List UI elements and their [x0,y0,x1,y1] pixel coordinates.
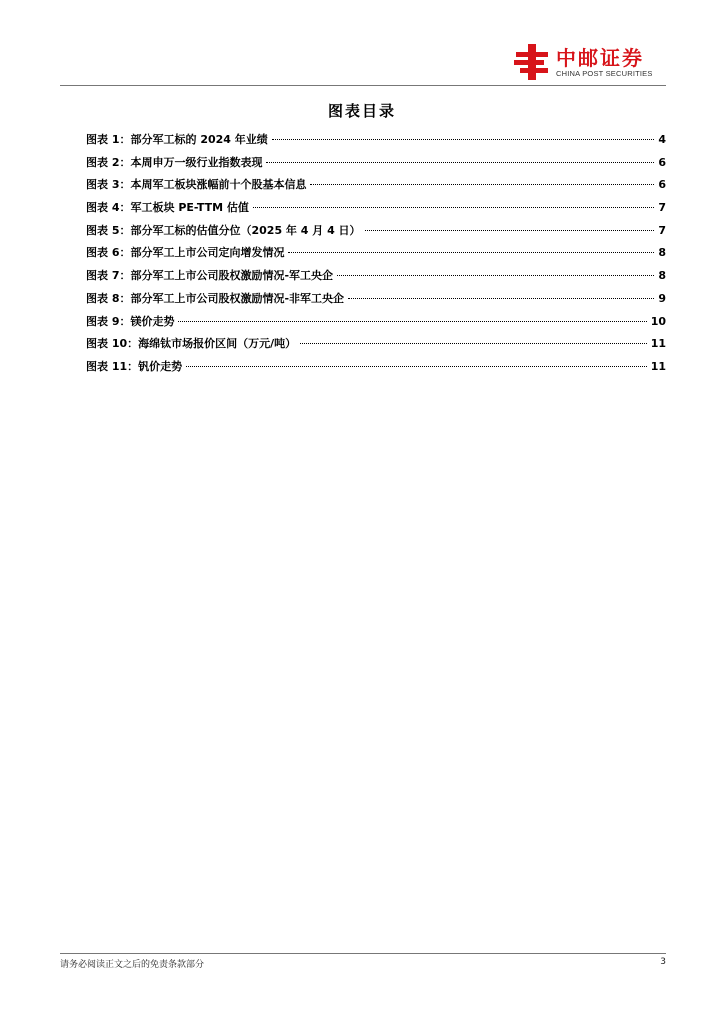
toc-entry-label: 图表 10： [86,337,139,351]
toc-entry-page: 6 [658,155,666,169]
toc-entry-title: 本周申万一级行业指数表现 [130,155,263,169]
toc-entry-label: 图表 4： [86,201,131,215]
toc-entry[interactable] [86,335,666,358]
toc-leader-dots [266,162,654,163]
toc-leader-dots [288,252,654,253]
toc-entry-title: 部分军工上市公司股权激励情况-军工央企 [130,269,334,283]
toc-entry[interactable] [86,290,666,313]
toc-entry-title: 部分军工标的估值分位（2025 年 4 月 4 日） [130,223,361,237]
toc-leader-dots [310,184,654,185]
toc-entry-title: 部分军工上市公司股权激励情况-非军工央企 [130,291,345,305]
toc-entry[interactable] [86,244,666,267]
toc-entry-label: 图表 1： [86,133,131,146]
toc-entry[interactable] [86,358,666,381]
toc-entry-label: 图表 3： [86,178,131,192]
toc-entry-label: 图表 6： [86,246,131,260]
toc-entry-label: 图表 7： [86,269,131,283]
toc-leader-dots [365,230,654,231]
toc-leader-dots [300,343,647,344]
toc-entry-page: 7 [658,201,666,215]
footer-divider [60,953,666,954]
toc-entry[interactable] [86,154,666,177]
toc-entry-label: 图表 2： [86,155,131,169]
toc-leader-dots [337,275,654,276]
toc-entry-title: 部分军工上市公司定向增发情况 [130,246,285,260]
toc-entry-title: 本周军工板块涨幅前十个股基本信息 [130,178,307,192]
china-post-logo-icon [514,44,550,80]
toc-leader-dots [178,321,646,322]
table-of-figures [86,131,666,381]
logo-text-cn: 中邮证券 [556,46,644,70]
toc-leader-dots [272,139,654,140]
toc-entry-label: 图表 11： [86,359,139,373]
toc-entry-page: 10 [650,314,666,328]
toc-entry-page: 11 [650,337,666,351]
toc-entry-page: 4 [658,133,666,146]
toc-entry-title: 镁价走势 [130,314,175,328]
toc-entry-page: 8 [658,269,666,283]
toc-leader-dots [253,207,654,208]
toc-entry-label: 图表 8： [86,291,131,305]
header-divider [60,85,666,86]
toc-entry[interactable] [86,222,666,245]
toc-entry-title: 钒价走势 [138,359,183,373]
toc-entry-title: 部分军工标的 2024 年业绩 [130,133,268,146]
logo-text-en: CHINA POST SECURITIES [556,69,653,78]
page-number: 3 [660,957,666,967]
footer-disclaimer: 请务必阅读正文之后的免责条款部分 [60,960,205,970]
toc-entry-label: 图表 9： [86,314,131,328]
toc-entry[interactable] [86,199,666,222]
toc-entry-page: 11 [650,359,666,373]
toc-title: 图表目录 [327,102,396,120]
toc-entry[interactable] [86,131,666,154]
toc-entry[interactable] [86,176,666,199]
toc-entry-label: 图表 5： [86,223,131,237]
toc-entry-title: 军工板块 PE-TTM 估值 [130,201,249,215]
toc-entry-page: 6 [658,178,666,192]
toc-entry[interactable] [86,313,666,336]
toc-leader-dots [186,366,647,367]
toc-entry[interactable] [86,267,666,290]
toc-entry-title: 海绵钛市场报价区间（万元/吨） [138,337,297,351]
toc-entry-page: 9 [658,291,666,305]
toc-leader-dots [348,298,654,299]
company-logo [514,42,666,82]
toc-entry-page: 8 [658,246,666,260]
toc-entry-page: 7 [658,223,666,237]
